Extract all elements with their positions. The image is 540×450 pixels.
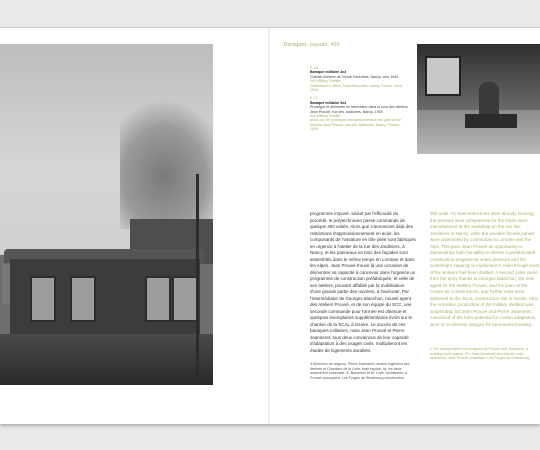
caption-text-en: Gatekeeper's office, Favenfest plant, Nancy, France, circa 1944 (310, 83, 403, 93)
footnote-french: 4 Minimum de wagons, Pierre Jeanneret, ancien ingénieur aux Ateliers et Chantiers de la Loire, tirait équipé. Ici, les deux avancèrent ensemble. E. Baudouin et M. Lods, architectes. A. Prouvé concepteur. Les Forges de Strasbourg constructeur. (310, 362, 410, 380)
caption-number: P. 16 (310, 66, 318, 70)
photo-cart (465, 114, 517, 128)
caption-text-fr: Guérite d'entrée de l'usine Favenfest, Nancy, vers 1944 (310, 74, 399, 79)
book-gutter (268, 28, 270, 424)
caption-number: P. 17 (310, 96, 318, 101)
caption-title: Baraque militaire 4x4 (310, 70, 347, 75)
photo-window (425, 56, 461, 96)
caption-title-en: 4x4 Military Shelter (310, 79, 341, 84)
caption-block (310, 96, 408, 131)
running-head: Baraques, paysan, 400 (284, 42, 340, 48)
caption-text-fr: Prototype et éléments en fabrication dans la cour des Ateliers Jean Prouvé, rue des Jardiniers, Nancy, 1939 (310, 105, 408, 114)
photo-hut-window (30, 276, 56, 322)
photo-hut-window (70, 276, 96, 322)
photo-hut-window (145, 276, 171, 322)
caption-title: Baraque militaire 4x4 (310, 100, 347, 105)
caption-block (310, 66, 408, 92)
photo-hut-window (172, 276, 198, 322)
caption-column (310, 66, 408, 136)
photo-ground (0, 334, 213, 385)
photo-workshop-yard (417, 44, 540, 154)
caption-text-en: Mock-up the prototype and components in the yard at the Ateliers Jean Prouvé, rue des Jardiniers, Nancy, France, 1939 (310, 118, 402, 132)
body-text-french: programme imposé, séduit par l'efficacité du procédé, le polytechnicien passe commande de quelque 300 unités. Alors que s'annoncent déjà des restrictions d'approvisionnement en acier, les composants de l'ossature en tôle pliée sont fabriqués en urgence à l'atelier de la rue des Jardiniers, à Nancy, et les panneaux en bois des façades sont assemblés dans le même temps en Lorraine et dans les Alpes. Jean Prouvé trouve là une occasion de démontrer sa capacité à concevoir dans l'urgence un programme de construction préfabriquée, et celle de ses ateliers, pouvant affabilé par la mobilisation d'une grande partie des ouvriers, à l'exécuter. Par l'intermédiaire de Georges Bianchon, nouvel agent des Ateliers Prouvé, et de son équipe du SCC, une seconde commande pour l'armée est obtenue et quelques exemplaires supplémentaires livrés sur le chantier de la SCAL à Issoire. Le succès de ces baraques militaires, mais Jean Prouvé et Pierre Jeanneret, tous deux convaincus de leur capacité d'adaptation à des usages civils, multiplieront les études de logements durables. (310, 211, 416, 353)
footnote-english: 1 The transportable hut designed by Prouvé and Jeanneret, a building shell system. Ph. Jean Baudouin and Marcel Lods. Architects, Jean Prouvé consultant. Les Forges de Strasbourg. (430, 347, 530, 361)
caption-title-en: 4x4 Military Shelter (310, 114, 341, 119)
photo-military-shelter (0, 44, 213, 385)
body-text-english: 300 units. As steel restrictions were already looming, the pressed steel components for the frame were manufactured at the workshop on the rue des Jardiniers in Nancy, while the wooden facade panels were assembled by contractors in Lorraine and the Alps. This gave Jean Prouvé an opportunity to demonstrate both his ability to devise a prefabricated construction programme under pressure and his workshop's capacity to implement it, even though most of his workers had been drafted. A second order came from the army thanks to Georges Bianchon, the new agent for the Ateliers Prouvé, and his team at the Centre de Constructions, and further units were delivered to the SCAL construction site in Issoire. After the Armistice, production of the military shelters was suspended, but Jean Prouvé and Pierre Jeanneret, convinced of the hut's potential for civilian adaptation, went on to develop designs for permanent housing. (430, 211, 539, 327)
photo-tree (120, 99, 213, 229)
photo-pole (196, 174, 199, 384)
